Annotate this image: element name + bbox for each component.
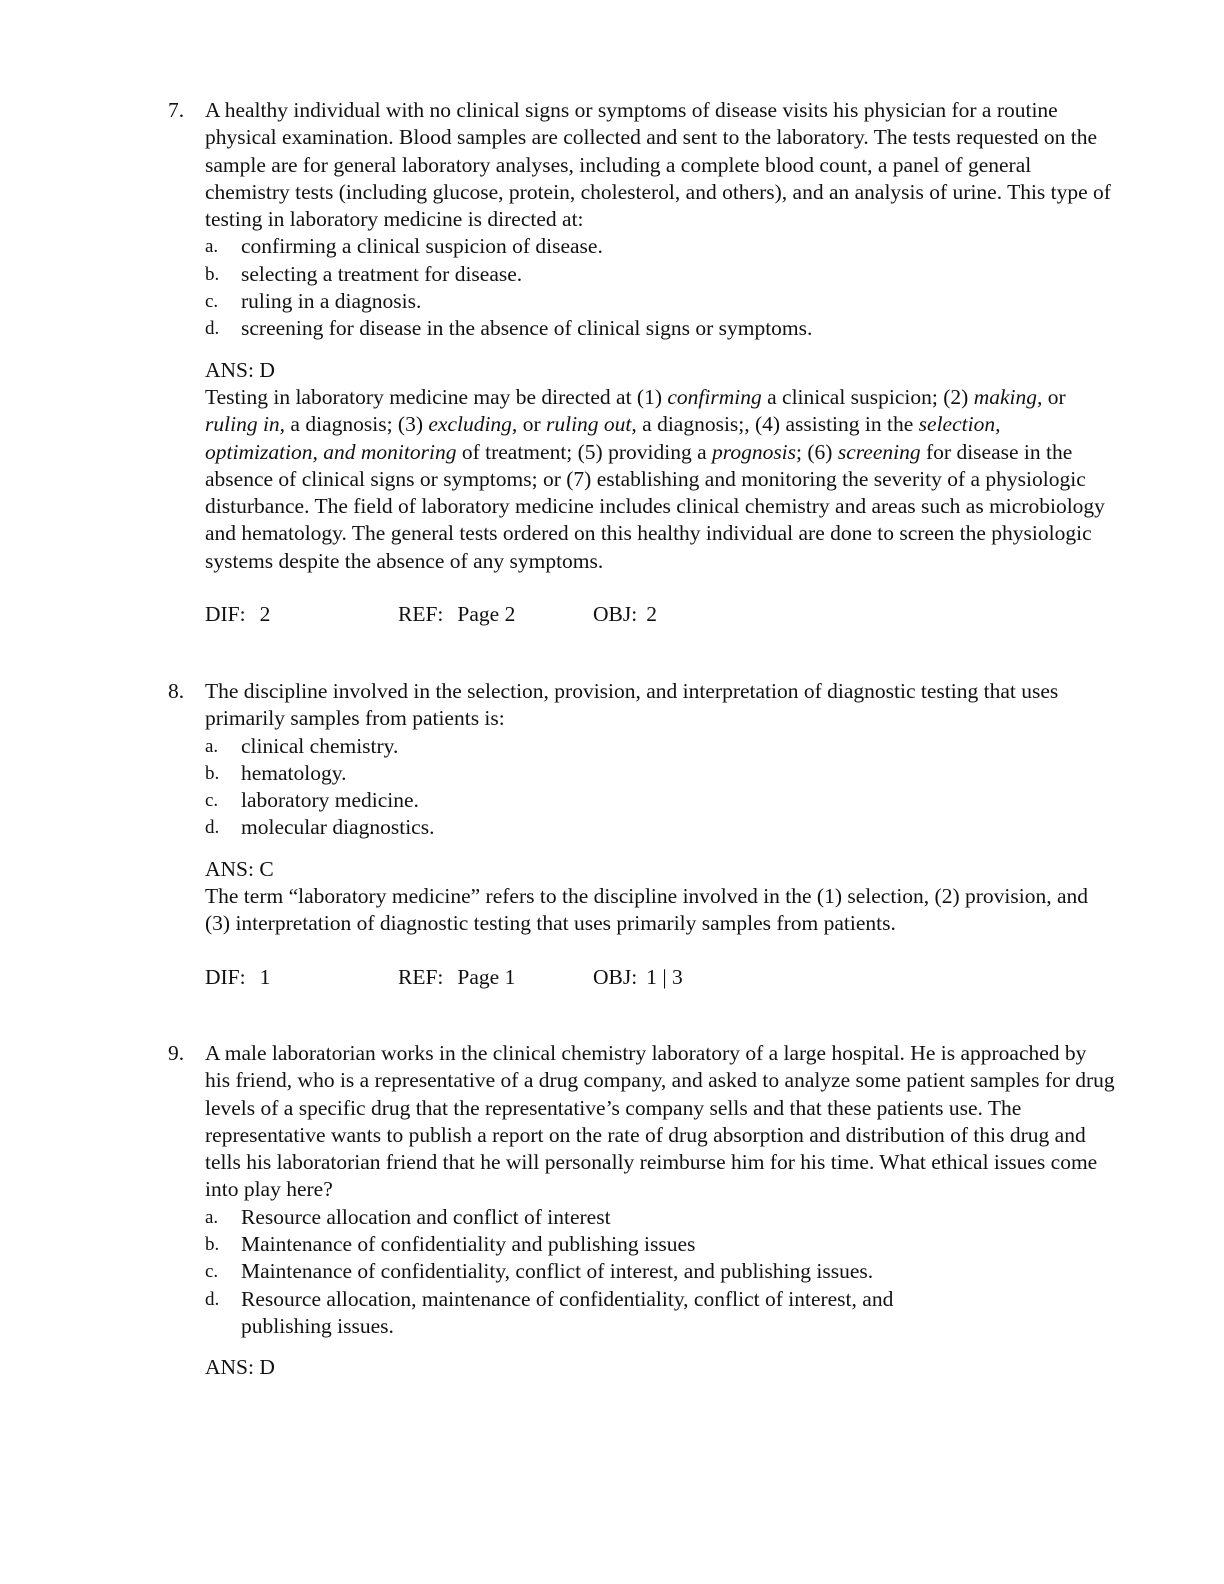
rationale-italic: excluding, xyxy=(428,412,518,437)
option-text: screening for disease in the absence of clinical signs or symptoms. xyxy=(241,316,813,341)
question-8 xyxy=(168,678,1128,991)
option-text: selecting a treatment for disease. xyxy=(241,261,523,286)
rationale-italic: confirming xyxy=(667,384,762,409)
rationale-italic: ruling in, xyxy=(205,412,286,437)
option-letter: b. xyxy=(205,1234,220,1256)
rationale-text: for disease in the absence of clinical signs or symptoms; or (7) establishing and monitoring the severity of a physiologic disturbance. The field of laboratory medicine includes clinical chemistry and areas such as microbiology and hematology. The general tests ordered on this healthy individual are done to screen the physiologic systems despite the absence of any symptoms. xyxy=(205,439,1105,573)
option-b xyxy=(205,760,1128,787)
objective-label: OBJ: xyxy=(593,602,638,627)
option-text: Resource allocation, maintenance of confidentiality, conflict of interest, and publishing issues. xyxy=(241,1286,894,1338)
difficulty-value: 2 xyxy=(259,602,271,627)
question-meta xyxy=(205,601,1128,628)
rationale xyxy=(205,384,1105,575)
option-text: laboratory medicine. xyxy=(241,788,419,813)
option-letter: a. xyxy=(205,236,219,258)
answer-block xyxy=(205,357,1105,575)
option-text: confirming a clinical suspicion of disease. xyxy=(241,234,603,259)
option-letter: c. xyxy=(205,790,219,812)
question-number: 8. xyxy=(168,679,185,703)
reference-label: REF: xyxy=(398,964,444,989)
rationale-text: a clinical suspicion; (2) xyxy=(761,384,974,409)
difficulty-value: 1 xyxy=(259,964,271,989)
reference xyxy=(398,601,515,628)
rationale-text: or xyxy=(517,412,546,437)
answer-options xyxy=(205,1204,1128,1340)
question-9 xyxy=(168,1040,1128,1382)
option-c xyxy=(205,787,1128,814)
objective xyxy=(593,964,683,991)
question-number: 7. xyxy=(168,98,185,122)
option-b xyxy=(205,261,1128,288)
option-d xyxy=(205,814,1128,841)
objective-value: 1 | 3 xyxy=(646,964,683,989)
difficulty-label: DIF: xyxy=(205,964,246,989)
option-letter: d. xyxy=(205,1288,220,1310)
rationale-italic: ruling out, xyxy=(545,412,637,437)
option-text: Maintenance of confidentiality and publishing issues xyxy=(241,1232,696,1257)
objective-label: OBJ: xyxy=(593,964,638,989)
question-stem: A male laboratorian works in the clinical chemistry laboratory of a large hospital. He is approached by his friend, who is a representative of a drug company, and asked to analyze some patient samples for drug levels of a specific drug that the representative’s company sells and that these patients use. The representative wants to publish a report on the rate of drug absorption and distribution of this drug and tells his laboratorian friend that he will personally reimburse him for his time. What ethical issues come into play here? xyxy=(205,1041,1115,1202)
option-text: molecular diagnostics. xyxy=(241,815,435,840)
difficulty xyxy=(205,964,270,991)
option-text: Maintenance of confidentiality, conflict of interest, and publishing issues. xyxy=(241,1259,874,1284)
option-letter: b. xyxy=(205,762,220,784)
answer-key: ANS: D xyxy=(205,1355,275,1380)
question-stem: A healthy individual with no clinical signs or symptoms of disease visits his physician for a routine physical examination. Blood samples are collected and sent to the laboratory. The tests requested on the sample are for general laboratory analyses, including a complete blood count, a panel of general chemistry tests (including glucose, protein, cholesterol, and others), and an analysis of urine. This type of testing in laboratory medicine is directed at: xyxy=(205,98,1111,232)
objective-value: 2 xyxy=(646,602,657,627)
option-c xyxy=(205,288,1128,315)
answer-options xyxy=(205,733,1128,842)
answer-block xyxy=(205,1354,1105,1381)
rationale-text: or xyxy=(1042,384,1066,409)
option-letter: d. xyxy=(205,318,220,340)
option-c xyxy=(205,1258,1128,1285)
rationale: The term “laboratory medicine” refers to the discipline involved in the (1) selection, (2) provision, and (3) interpretation of diagnostic testing that uses primarily samples from patients. xyxy=(205,884,1089,936)
option-text: clinical chemistry. xyxy=(241,733,399,758)
difficulty xyxy=(205,601,270,628)
reference-label: REF: xyxy=(398,602,444,627)
answer-options xyxy=(205,233,1128,342)
rationale-italic: screening xyxy=(837,439,921,464)
objective xyxy=(593,601,657,628)
answer-block xyxy=(205,856,1105,938)
rationale-italic: making, xyxy=(973,384,1043,409)
option-a xyxy=(205,733,1128,760)
option-d xyxy=(205,315,1128,342)
option-a xyxy=(205,1204,1128,1231)
answer-key: ANS: D xyxy=(205,357,275,382)
rationale-text: a diagnosis;, (4) assisting in the xyxy=(636,412,919,437)
rationale-text: of treatment; (5) providing a xyxy=(456,439,712,464)
option-text: ruling in a diagnosis. xyxy=(241,289,422,314)
option-letter: b. xyxy=(205,263,220,285)
option-a xyxy=(205,233,1128,260)
rationale-text: ; (6) xyxy=(796,439,838,464)
question-number: 9. xyxy=(168,1041,185,1065)
answer-key: ANS: C xyxy=(205,856,274,881)
option-letter: c. xyxy=(205,1261,219,1283)
reference-value: Page 2 xyxy=(457,602,516,627)
option-letter: a. xyxy=(205,1206,219,1228)
option-letter: c. xyxy=(205,291,219,313)
question-stem: The discipline involved in the selection, provision, and interpretation of diagnostic testing that uses primarily samples from patients is: xyxy=(205,679,1059,731)
option-letter: d. xyxy=(205,817,220,839)
reference xyxy=(398,964,515,991)
reference-value: Page 1 xyxy=(457,964,516,989)
rationale-italic: prognosis xyxy=(712,439,797,464)
question-7 xyxy=(168,97,1128,628)
option-text: hematology. xyxy=(241,760,347,785)
option-letter: a. xyxy=(205,735,219,757)
question-meta xyxy=(205,964,1128,991)
option-b xyxy=(205,1231,1128,1258)
option-text: Resource allocation and conflict of interest xyxy=(241,1204,611,1229)
rationale-text: Testing in laboratory medicine may be directed at (1) xyxy=(205,384,668,409)
rationale-italic: selection, optimization, and monitoring xyxy=(205,412,1001,464)
rationale-text: a diagnosis; (3) xyxy=(285,412,429,437)
option-d xyxy=(205,1286,961,1341)
difficulty-label: DIF: xyxy=(205,602,246,627)
